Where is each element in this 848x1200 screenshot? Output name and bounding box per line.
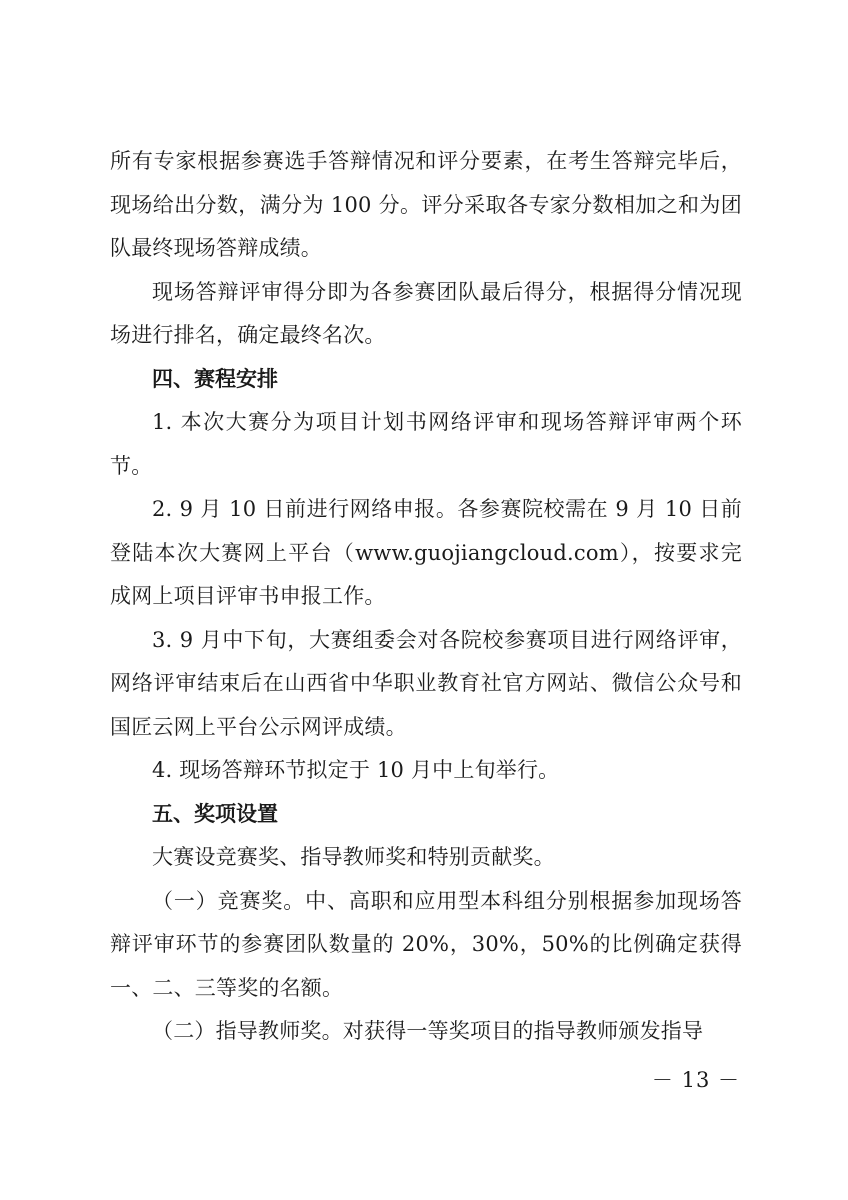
- heading-awards: 五、奖项设置: [152, 801, 278, 826]
- paragraph-teacher-award: （二）指导教师奖。对获得一等奖项目的指导教师颁发指导: [152, 1019, 704, 1043]
- paragraph-competition-award: （一）竞赛奖。中、高职和应用型本科组分别根据参加现场答辩评审环节的参赛团队数量的 20%，30%，50%的比例确定获得一、二、三等奖的名额。: [110, 888, 742, 1000]
- paragraph-ranking: 现场答辩评审得分即为各参赛团队最后得分，根据得分情况现场进行排名，确定最终名次。: [110, 279, 742, 347]
- page-number: － 13 －: [651, 1068, 740, 1092]
- paragraph-schedule-3: 3. 9 月中下旬，大赛组委会对各院校参赛项目进行网络评审，网络评审结束后在山西省中华职业教育社官方网站、微信公众号和国匠云网上平台公示网评成绩。: [110, 627, 742, 739]
- paragraph-schedule-2: 2. 9 月 10 日前进行网络申报。各参赛院校需在 9 月 10 日前登陆本次大赛网上平台（www.guojiangcloud.com），按要求完成网上项目评审书申报工作。: [110, 497, 742, 608]
- heading-schedule: 四、赛程安排: [152, 366, 278, 391]
- paragraph-schedule-4: 4. 现场答辩环节拟定于 10 月中上旬举行。: [152, 758, 560, 782]
- paragraph-scoring: 所有专家根据参赛选手答辩情况和评分要素，在考生答辩完毕后，现场给出分数，满分为 100 分。评分采取各专家分数相加之和为团队最终现场答辩成绩。: [110, 149, 742, 260]
- paragraph-awards-intro: 大赛设竞赛奖、指导教师奖和特别贡献奖。: [152, 845, 555, 869]
- paragraph-schedule-1: 1. 本次大赛分为项目计划书网络评审和现场答辩评审两个环节。: [110, 410, 742, 478]
- document-body: [110, 140, 742, 1054]
